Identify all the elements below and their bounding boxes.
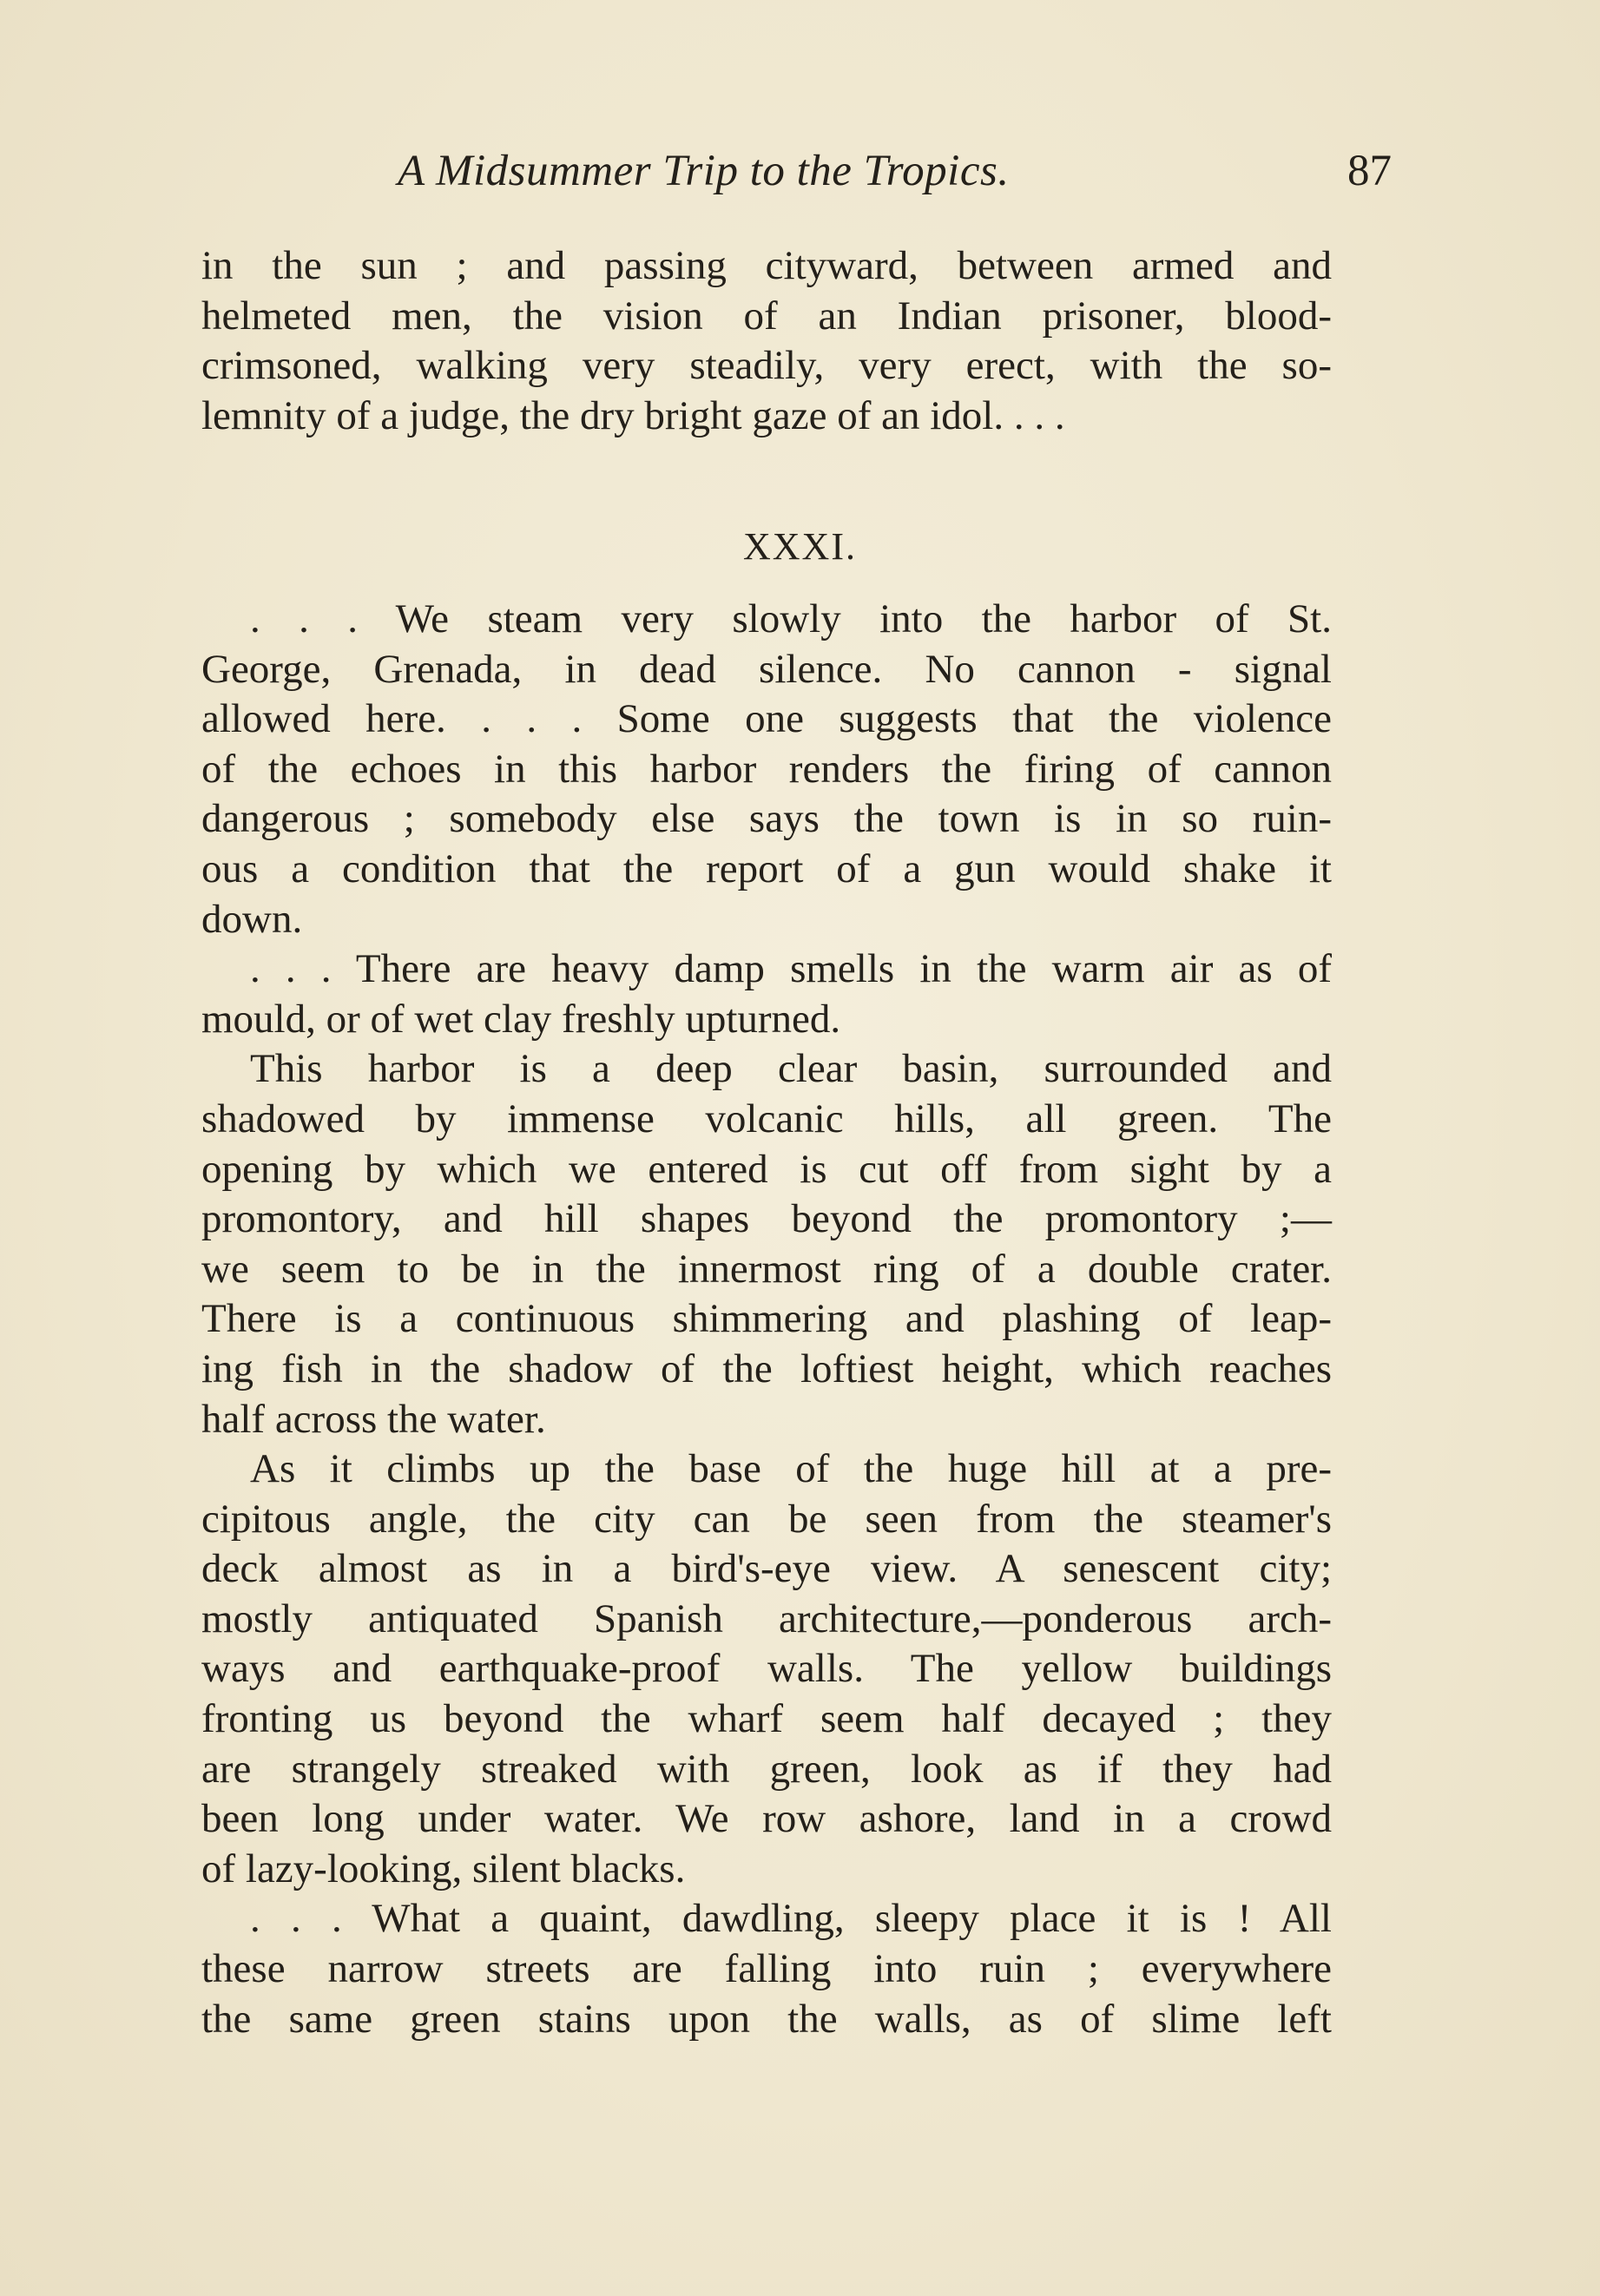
text-line: ing fish in the shadow of the loftiest height, which reaches [201,1345,1332,1391]
page-number: 87 [1347,147,1392,195]
text-line: ous a condition that the report of a gun would shake it [201,845,1332,891]
text-line: promontory, and hill shapes beyond the promontory ;— [201,1196,1332,1242]
text-line: . . . We steam very slowly into the harbor of St. [250,596,1332,641]
text-line: down. [201,896,303,942]
text-line: of lazy-looking, silent blacks. [201,1845,686,1891]
text-line: fronting us beyond the wharf seem half decayed ; they [201,1696,1332,1742]
text-line: mould, or of wet clay freshly upturned. [201,996,841,1042]
text-line: lemnity of a judge, the dry bright gaze of an idol. . . . [201,392,1065,438]
text-line: are strangely streaked with green, look as if they had [201,1746,1332,1792]
text-line: ways and earthquake-proof walls. The yellow buildings [201,1646,1332,1692]
body-text-section [201,595,1332,2044]
paragraph-continued [201,241,1332,441]
text-line: . . . What a quaint, dawdling, sleepy place it is ! All [250,1896,1332,1942]
text-line: mostly antiquated Spanish architecture,—ponderous arch- [201,1595,1332,1641]
text-line: There is a continuous shimmering and plashing of leap- [201,1296,1332,1342]
text-line: cipitous angle, the city can be seen from the steamer's [201,1496,1332,1542]
text-line: been long under water. We row ashore, land in a crowd [201,1796,1332,1842]
text-line: the same green stains upon the walls, as of slime left [201,1996,1332,2042]
text-line: allowed here. . . . Some one suggests that the violence [201,696,1332,742]
text-line: these narrow streets are falling into ruin ; everywhere [201,1946,1332,1992]
section-heading: XXXI. [743,525,857,568]
page-header [208,146,1392,207]
text-line: deck almost as in a bird's-eye view. A senescent city; [201,1546,1332,1592]
text-line: . . . There are heavy damp smells in the warm air as of [250,946,1332,992]
text-line: of the echoes in this harbor renders the firing of cannon [201,746,1332,792]
text-line: half across the water. [201,1396,546,1442]
text-line: in the sun ; and passing cityward, between armed and [201,243,1332,288]
text-line: dangerous ; somebody else says the town is in so ruin- [201,796,1332,842]
running-title: A Midsummer Trip to the Tropics. [398,147,1010,195]
text-line: helmeted men, the vision of an Indian prisoner, blood- [201,293,1332,339]
text-line: As it climbs up the base of the huge hill at a pre- [250,1446,1332,1492]
text-line: shadowed by immense volcanic hills, all green. The [201,1095,1332,1141]
text-line: we seem to be in the innermost ring of a double crater. [201,1246,1332,1292]
body-text [201,241,1332,441]
text-line: George, Grenada, in dead silence. No cannon - signal [201,646,1332,692]
text-line: crimsoned, walking very steadily, very erect, with the so- [201,343,1332,389]
text-line: This harbor is a deep clear basin, surrounded and [250,1046,1332,1092]
text-line: opening by which we entered is cut off from sight by a [201,1146,1332,1192]
